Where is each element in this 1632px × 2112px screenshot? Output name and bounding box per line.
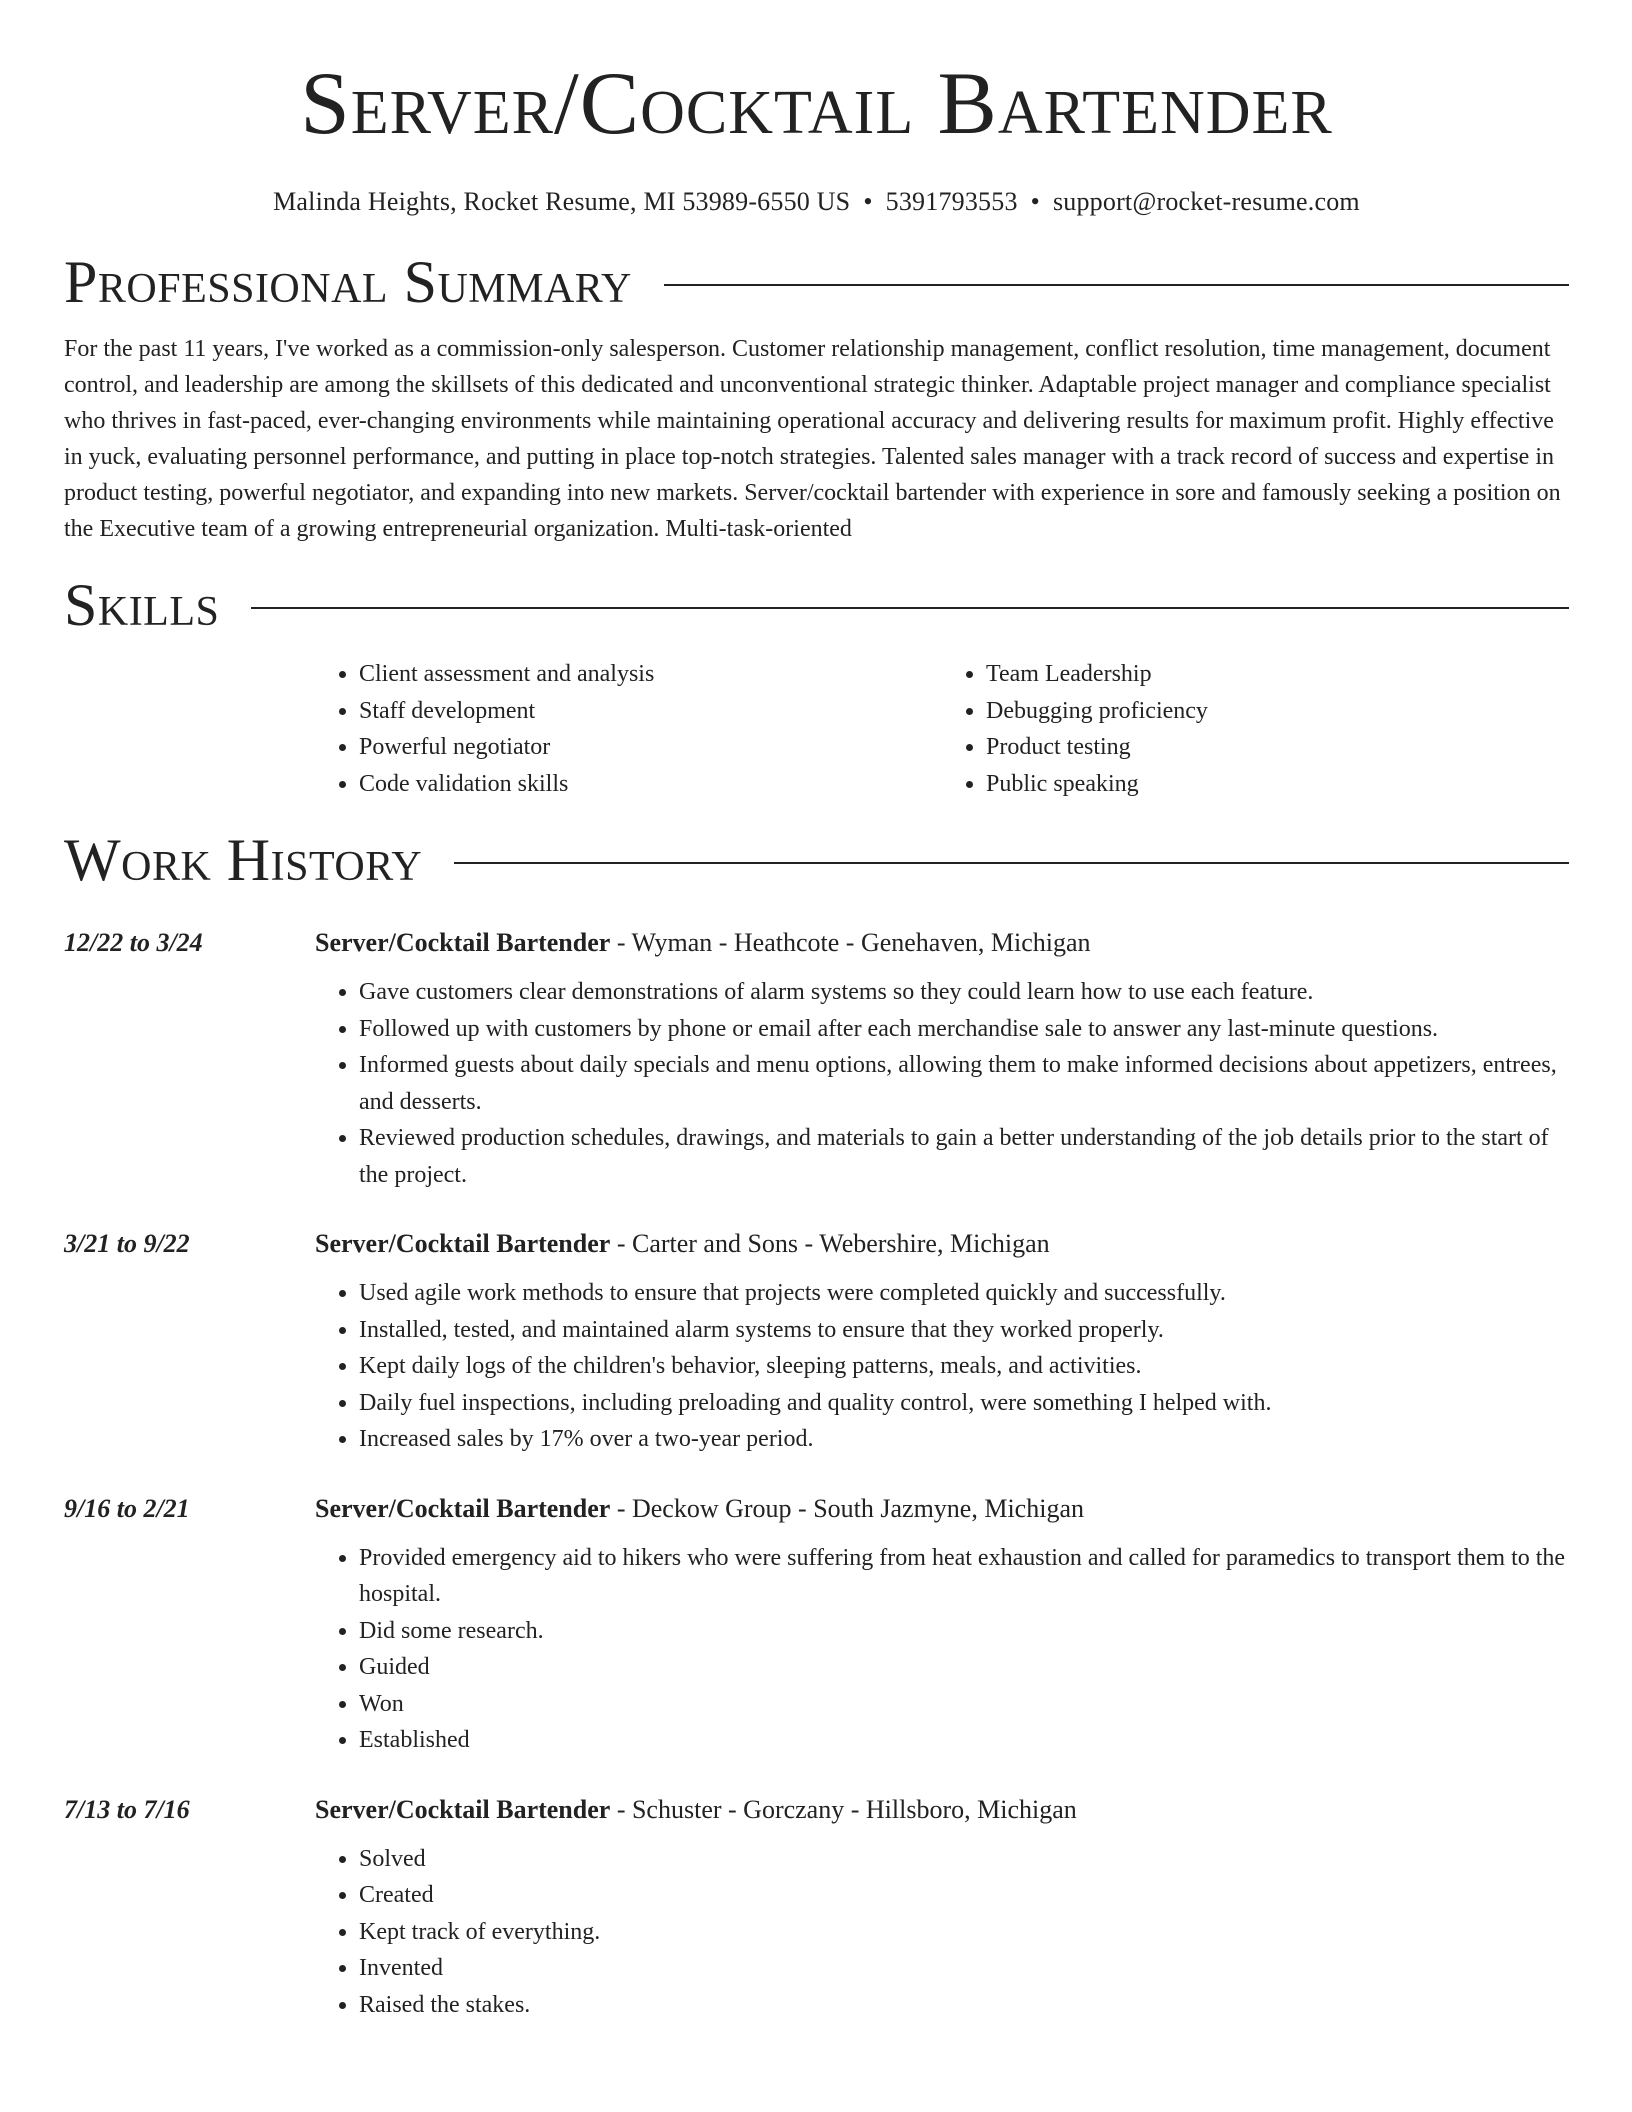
job-bullet: • Guided — [359, 1649, 1569, 1686]
job-heading — [315, 924, 1091, 962]
job-bullet: • Did some research. — [359, 1613, 1569, 1650]
contact-line — [64, 186, 1569, 218]
skills-list-left — [315, 656, 942, 802]
job-entry — [64, 1791, 1569, 2024]
job-header — [64, 1225, 1569, 1263]
contact-separator: • — [863, 187, 873, 216]
job-bullets — [315, 1540, 1569, 1759]
section-divider — [664, 284, 1569, 286]
job-bullet: • Provided emergency aid to hikers who were suffering from heat exhaustion and called for paramedics to transport them to the hospital. — [359, 1540, 1569, 1613]
job-bullet: • Invented — [359, 1950, 1569, 1987]
job-title: Server/Cocktail Bartender — [315, 928, 611, 957]
job-bullets — [315, 1275, 1569, 1458]
skill-item: • Product testing — [986, 729, 1569, 766]
job-bullet: • Created — [359, 1877, 1569, 1914]
work-history-header — [64, 828, 1569, 892]
job-bullet: • Followed up with customers by phone or email after each merchandise sale to answer any last-minute questions. — [359, 1011, 1569, 1048]
summary-text: For the past 11 years, I've worked as a commission-only salesperson. Customer relationship management, conflict resolution, time management, document control, and leadership are among the skillsets of this dedicated and unconventional strategic thinker. Adaptable project manager and compliance specialist who thrives in fast-paced, ever-changing environments while maintaining operational accuracy and delivering results for maximum profit. Highly effective in yuck, evaluating personnel performance, and putting in place top-notch strategies. Talented sales manager with a track record of success and expertise in product testing, powerful negotiator, and expanding into new markets. Server/cocktail bartender with experience in sore and famously seeking a position on the Executive team of a growing entrepreneurial organization. Multi-task-oriented — [64, 336, 1561, 542]
job-bullet: • Solved — [359, 1841, 1569, 1878]
job-bullets — [315, 1841, 1569, 2024]
job-dates: 12/22 to 3/24 — [64, 928, 203, 957]
job-heading — [315, 1225, 1050, 1263]
job-details: - Deckow Group - South Jazmyne, Michigan — [610, 1493, 1084, 1523]
job-bullet: • Daily fuel inspections, including preloading and quality control, were something I helped with. — [359, 1385, 1569, 1422]
skills-heading: Skills — [64, 572, 220, 638]
skill-item: • Team Leadership — [986, 656, 1569, 693]
job-bullet: • Increased sales by 17% over a two-year period. — [359, 1421, 1569, 1458]
summary-heading: Professional Summary — [64, 249, 632, 315]
job-header — [64, 924, 1569, 962]
skills-list-right — [942, 656, 1569, 802]
work-history-section — [64, 828, 1569, 2023]
summary-section — [64, 250, 1569, 547]
job-entry — [64, 1490, 1569, 1759]
job-bullet: • Installed, tested, and maintained alarm systems to ensure that they worked properly. — [359, 1312, 1569, 1349]
job-header — [64, 1791, 1569, 1829]
contact-email: support@rocket-resume.com — [1052, 187, 1360, 216]
job-header — [64, 1490, 1569, 1528]
job-details: - Schuster - Gorczany - Hillsboro, Michigan — [610, 1794, 1077, 1824]
job-entry — [64, 1225, 1569, 1458]
job-bullet: • Kept track of everything. — [359, 1914, 1569, 1951]
skill-item: • Powerful negotiator — [359, 729, 942, 766]
job-heading — [315, 1791, 1077, 1829]
job-bullet: • Won — [359, 1686, 1569, 1723]
section-divider — [454, 862, 1569, 864]
job-bullet: • Kept daily logs of the children's behavior, sleeping patterns, meals, and activities. — [359, 1348, 1569, 1385]
job-details: - Carter and Sons - Webershire, Michigan — [610, 1229, 1050, 1258]
job-bullet: • Established — [359, 1722, 1569, 1759]
skills-columns — [315, 656, 1569, 802]
skills-header — [64, 573, 1569, 637]
job-bullet: • Gave customers clear demonstrations of alarm systems so they could learn how to use each feature. — [359, 974, 1569, 1011]
skill-item: • Public speaking — [986, 766, 1569, 803]
work-history-heading: Work History — [64, 827, 423, 893]
skills-section — [64, 573, 1569, 802]
job-bullet: • Used agile work methods to ensure that projects were completed quickly and successfully. — [359, 1275, 1569, 1312]
contact-phone: 5391793553 — [885, 187, 1018, 216]
job-details: - Wyman - Heathcote - Genehaven, Michigan — [610, 928, 1091, 957]
job-bullet: • Raised the stakes. — [359, 1987, 1569, 2024]
job-bullet: • Reviewed production schedules, drawings, and materials to gain a better understanding of the job details prior to the start of the project. — [359, 1120, 1569, 1193]
job-dates: 3/21 to 9/22 — [64, 1229, 190, 1258]
job-dates: 7/13 to 7/16 — [64, 1794, 190, 1824]
job-dates: 9/16 to 2/21 — [64, 1493, 190, 1523]
resume-title: Server/Cocktail Bartender — [300, 55, 1333, 153]
job-title: Server/Cocktail Bartender — [315, 1794, 611, 1824]
skill-item: • Staff development — [359, 693, 942, 730]
skill-item: • Client assessment and analysis — [359, 656, 942, 693]
job-title: Server/Cocktail Bartender — [315, 1493, 611, 1523]
contact-separator: • — [1030, 187, 1040, 216]
job-title: Server/Cocktail Bartender — [315, 1229, 611, 1258]
job-bullet: • Informed guests about daily specials and menu options, allowing them to make informed decisions about appetizers, entrees, and desserts. — [359, 1047, 1569, 1120]
job-heading — [315, 1490, 1084, 1528]
contact-address: Malinda Heights, Rocket Resume, MI 53989-6550 US — [273, 187, 851, 216]
section-divider — [251, 607, 1569, 609]
skill-item: • Debugging proficiency — [986, 693, 1569, 730]
skill-item: • Code validation skills — [359, 766, 942, 803]
job-entry — [64, 924, 1569, 1193]
summary-header — [64, 250, 1569, 314]
job-bullets — [315, 974, 1569, 1193]
